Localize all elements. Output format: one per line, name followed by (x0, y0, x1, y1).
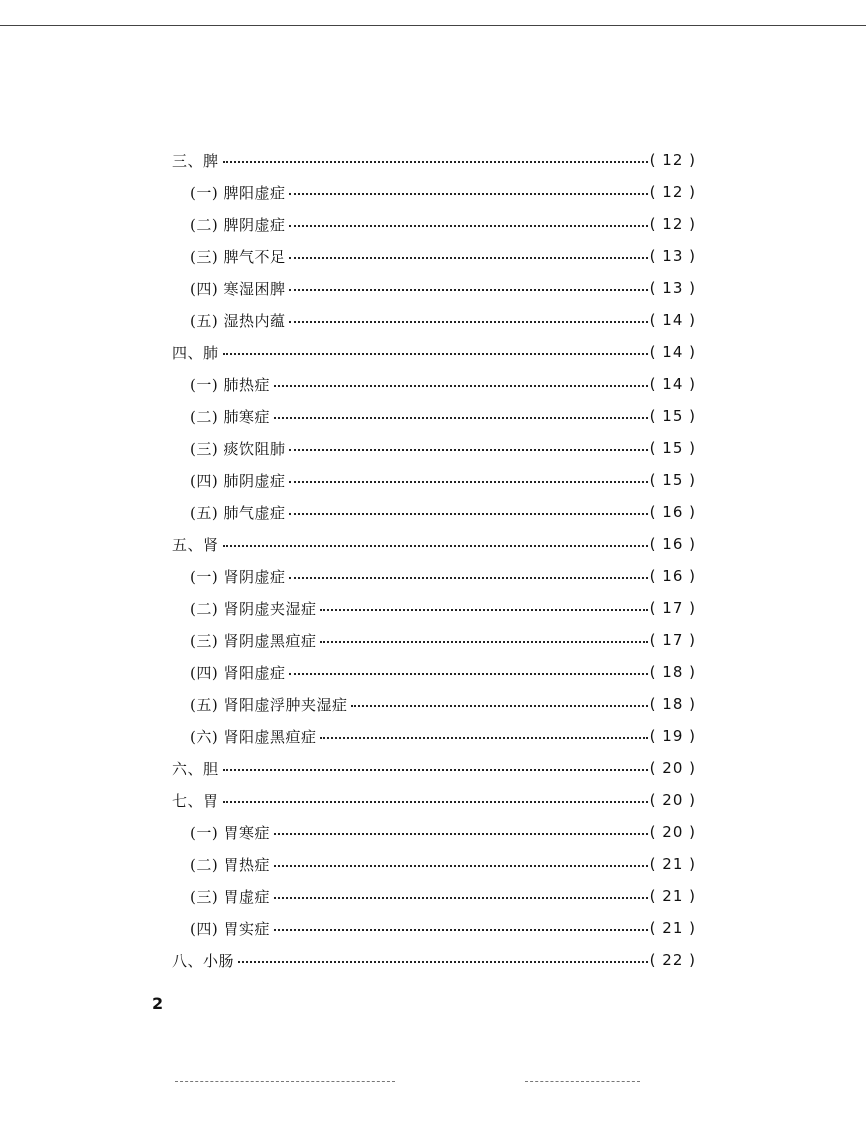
toc-entry-page: ( 16 ) (649, 503, 696, 521)
toc-entry[interactable] (190, 850, 696, 878)
toc-entry-page: ( 14 ) (649, 311, 696, 329)
toc-entry-page: ( 15 ) (649, 439, 696, 457)
toc-entry[interactable] (190, 242, 696, 270)
toc-entry-label: 六、胆 (172, 759, 219, 778)
toc-entry-page: ( 17 ) (649, 599, 696, 617)
dot-leader (289, 673, 647, 675)
toc-entry[interactable] (190, 210, 696, 238)
dot-leader (274, 929, 648, 931)
toc-entry[interactable] (190, 882, 696, 910)
toc-entry-label: 五、肾 (172, 535, 219, 554)
dot-leader (289, 225, 647, 227)
toc-entry-label: (五) 肺气虚症 (190, 503, 286, 522)
dot-leader (289, 577, 647, 579)
toc-entry-page: ( 17 ) (649, 631, 696, 649)
dot-leader (223, 353, 648, 355)
dot-leader (223, 801, 648, 803)
toc-entry-label: 四、肺 (172, 343, 219, 362)
toc-entry[interactable] (190, 626, 696, 654)
toc-entry[interactable] (190, 274, 696, 302)
dot-leader (289, 481, 647, 483)
toc-entry-page: ( 16 ) (649, 567, 696, 585)
toc-entry-label: (四) 肾阳虚症 (190, 663, 286, 682)
toc-entry-page: ( 14 ) (649, 343, 696, 361)
toc-entry[interactable] (190, 722, 696, 750)
toc-entry[interactable] (190, 466, 696, 494)
toc-entry-page: ( 18 ) (649, 695, 696, 713)
toc-entry-page: ( 20 ) (649, 759, 696, 777)
toc-entry-label: (四) 胃实症 (190, 919, 270, 938)
toc-entry[interactable] (190, 498, 696, 526)
dot-leader (238, 961, 648, 963)
toc-entry-label: (四) 肺阴虚症 (190, 471, 286, 490)
dot-leader (274, 385, 648, 387)
dot-leader (223, 769, 648, 771)
toc-entry-page: ( 12 ) (649, 183, 696, 201)
toc-entry-label: 三、脾 (172, 151, 219, 170)
toc-entry[interactable] (190, 434, 696, 462)
toc-entry-label: (二) 脾阴虚症 (190, 215, 286, 234)
toc-entry[interactable] (190, 594, 696, 622)
toc-entry-page: ( 20 ) (649, 791, 696, 809)
toc-entry-label: (二) 肾阴虚夹湿症 (190, 599, 317, 618)
toc-entry-page: ( 21 ) (649, 919, 696, 937)
toc-entry-label: (三) 胃虚症 (190, 887, 270, 906)
toc-entry[interactable] (190, 658, 696, 686)
toc-entry[interactable] (190, 914, 696, 942)
dot-leader (289, 513, 647, 515)
toc-entry-page: ( 13 ) (649, 247, 696, 265)
dot-leader (274, 833, 648, 835)
dot-leader (274, 897, 648, 899)
toc-entry-page: ( 19 ) (649, 727, 696, 745)
toc-entry-label: (一) 脾阳虚症 (190, 183, 286, 202)
toc-entry[interactable] (172, 530, 696, 558)
toc-entry[interactable] (172, 946, 696, 974)
dot-leader (223, 545, 648, 547)
toc-entry[interactable] (190, 562, 696, 590)
toc-entry-label: 七、胃 (172, 791, 219, 810)
scan-artifact (525, 1081, 640, 1082)
toc-entry-page: ( 21 ) (649, 855, 696, 873)
toc-entry-label: (一) 肾阴虚症 (190, 567, 286, 586)
dot-leader (320, 609, 647, 611)
dot-leader (320, 737, 647, 739)
toc-entry-page: ( 12 ) (649, 215, 696, 233)
dot-leader (289, 289, 647, 291)
toc-entry[interactable] (172, 754, 696, 782)
dot-leader (320, 641, 647, 643)
toc-entry-page: ( 14 ) (649, 375, 696, 393)
toc-entry-page: ( 18 ) (649, 663, 696, 681)
toc-entry[interactable] (172, 338, 696, 366)
toc-entry[interactable] (190, 370, 696, 398)
dot-leader (289, 193, 647, 195)
toc-entry-label: (二) 肺寒症 (190, 407, 270, 426)
toc-entry[interactable] (190, 306, 696, 334)
toc-entry-label: (三) 脾气不足 (190, 247, 286, 266)
toc-entry-label: 八、小肠 (172, 951, 235, 970)
dot-leader (223, 161, 648, 163)
toc-entry-label: (三) 肾阴虚黑疸症 (190, 631, 317, 650)
toc-entry-page: ( 20 ) (649, 823, 696, 841)
toc-entry-label: (五) 肾阳虚浮肿夹湿症 (190, 695, 348, 714)
toc-entry-page: ( 21 ) (649, 887, 696, 905)
toc-entry-page: ( 12 ) (649, 151, 696, 169)
dot-leader (289, 321, 647, 323)
toc-entry[interactable] (190, 178, 696, 206)
top-rule (0, 25, 866, 26)
toc-entry-label: (二) 胃热症 (190, 855, 270, 874)
toc-entry-label: (五) 湿热内蕴 (190, 311, 286, 330)
toc-entry[interactable] (172, 146, 696, 174)
toc-entry-label: (一) 肺热症 (190, 375, 270, 394)
toc-entry-page: ( 13 ) (649, 279, 696, 297)
dot-leader (351, 705, 647, 707)
dot-leader (289, 449, 647, 451)
dot-leader (289, 257, 647, 259)
toc-entry-page: ( 22 ) (649, 951, 696, 969)
dot-leader (274, 865, 648, 867)
toc-entry-page: ( 15 ) (649, 471, 696, 489)
toc-entry-label: (四) 寒湿困脾 (190, 279, 286, 298)
toc-entry-page: ( 16 ) (649, 535, 696, 553)
toc-entry[interactable] (172, 786, 696, 814)
page-number: 2 (152, 994, 164, 1013)
toc-entry-label: (一) 胃寒症 (190, 823, 270, 842)
toc-entry[interactable] (190, 818, 696, 846)
toc-entry-label: (三) 痰饮阻肺 (190, 439, 286, 458)
dot-leader (274, 417, 648, 419)
toc-entry[interactable] (190, 690, 696, 718)
toc-entry-page: ( 15 ) (649, 407, 696, 425)
scan-artifact (175, 1081, 395, 1082)
toc-entry[interactable] (190, 402, 696, 430)
toc-entry-label: (六) 肾阳虚黑疸症 (190, 727, 317, 746)
